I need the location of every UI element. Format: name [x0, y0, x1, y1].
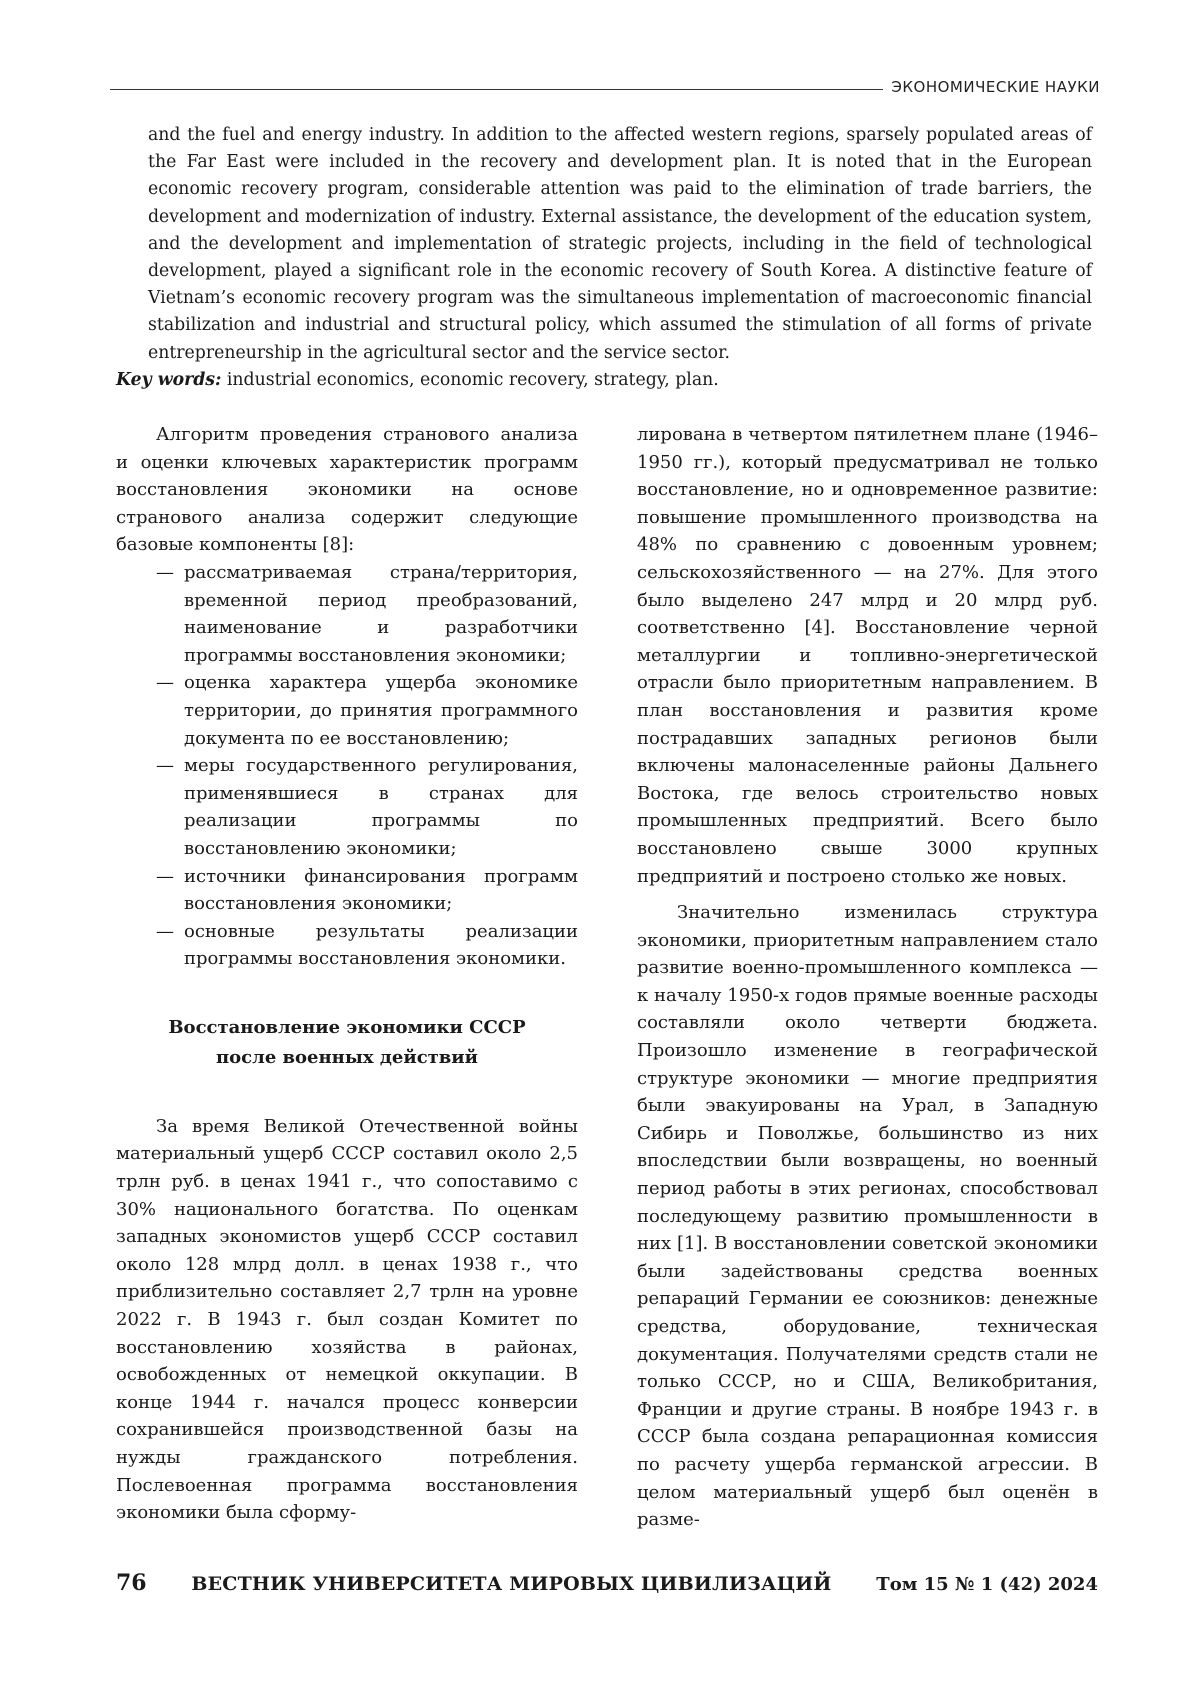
journal-title: ВЕСТНИК УНИВЕРСИТЕТА МИРОВЫХ ЦИВИЛИЗАЦИЙ [191, 1573, 832, 1595]
section-heading-line: после военных действий [215, 1046, 479, 1068]
list-item: — основные результаты реализации программы восстановления экономики. [156, 918, 578, 973]
list-item: — меры государственного регулирования, применявшиеся в странах для реализации программы по восстановлению экономики; [156, 752, 578, 862]
intro-paragraph: Алгоритм проведения странового анализа и оценки ключевых характеристик программ восстановления экономики на основе странового анализа содержит следующие базовые компоненты [8]: [116, 424, 578, 556]
issue-info: Том 15 № 1 (42) 2024 [876, 1574, 1098, 1595]
body-paragraph: За время Великой Отечественной войны материальный ущерб СССР составил около 2,5 трлн руб. в ценах 1941 г., что сопоставимо с 30% национального богатства. По оценкам западных экономистов ущерб СССР составил около 128 млрд долл. в ценах 1938 г., что приблизительно составляет 2,7 трлн на уровне 2022 г. В 1943 г. был создан Комитет по восстановлению хозяйства в районах, освобожденных от немецкой оккупации. В конце 1944 г. начался процесс конверсии сохранившейся производственной базы на нужды гражданского потребления. Послевоенная программа восстановления экономики была сформу- [116, 1115, 578, 1524]
section-heading-line: Восстановление экономики СССР [168, 1016, 526, 1038]
abstract-text: and the fuel and energy industry. In addition to the affected western regions, sparsely populated areas of the Far East were included in the recovery and development plan. It is noted that in the European economic recovery program, considerable attention was paid to the elimination of trade barriers, the development and modernization of industry. External assistance, the development of the education system, and the development and implementation of strategic projects, including in the field of technological development, played a significant role in the economic recovery of South Korea. A distinctive feature of Vietnam’s economic recovery program was the simultaneous implementation of macroeconomic financial stabilization and industrial and structural policy, which assumed the stimulation of all forms of private entrepreneurship in the agricultural sector and the service sector. [148, 125, 1092, 363]
header-rule [110, 89, 883, 90]
keywords-label: Key words: [116, 370, 222, 390]
body-paragraph: лирована в четвертом пятилетнем плане (1946–1950 гг.), который предусматривал не только восстановление, но и одновременное развитие: повышение промышленного производства на 48% по сравнению с довоенным уровнем; сельскохозяйственного — на 27%. Для этого было выделено 247 млрд и 20 млрд руб. соответственно [4]. Восстановление черной металлургии и топливно-энергетической отрасли было приоритетным направлением. В план восстановления и развития кроме пострадавших западных регионов были включены малонаселенные районы Дальнего Востока, где велось строительство новых промышленных предприятий. Всего было восстановлено свыше 3000 крупных предприятий и построено столько же новых. [637, 424, 1098, 887]
page-number: 76 [116, 1570, 147, 1596]
keywords [116, 367, 1092, 394]
list-item: — оценка характера ущерба экономике территории, до принятия программного документа по ее восстановлению; [156, 669, 578, 752]
running-header [110, 78, 1100, 96]
left-column [116, 421, 578, 1527]
body-paragraph: Значительно изменилась структура экономики, приоритетным направлением стало развитие военно-промышленного комплекса — к началу 1950-х годов прямые военные расходы составляли около четверти бюджета. Произошло изменение в географической структуре экономики — многие предприятия были эвакуированы на Урал, в Западную Сибирь и Поволжье, большинство из них впоследствии были возвращены, но военный период работы в этих регионах, способствовал последующему развитию промышленности в них [1]. В восстановлении советской экономики были задействованы средства военных репараций Германии ее союзников: денежные средства, оборудование, техническая документация. Получателями средств стали не только СССР, но и США, Великобритания, Франции и другие страны. В ноябре 1943 г. в СССР была создана репарационная комиссия по расчету ущерба германской агрессии. В целом материальный ущерб был оценён в разме- [637, 902, 1098, 1531]
right-column [637, 421, 1098, 1534]
section-heading [116, 1013, 578, 1073]
list-item: — источники финансирования программ восстановления экономики; [156, 863, 578, 918]
list-item: — рассматриваемая страна/территория, временной период преобразований, наименование и разработчики программы восстановления экономики; [156, 559, 578, 669]
section-name: ЭКОНОМИЧЕСКИЕ НАУКИ [891, 78, 1100, 96]
page-footer [116, 1570, 1098, 1596]
components-list [116, 559, 578, 973]
keywords-text: industrial economics, economic recovery, strategy, plan. [221, 370, 719, 390]
